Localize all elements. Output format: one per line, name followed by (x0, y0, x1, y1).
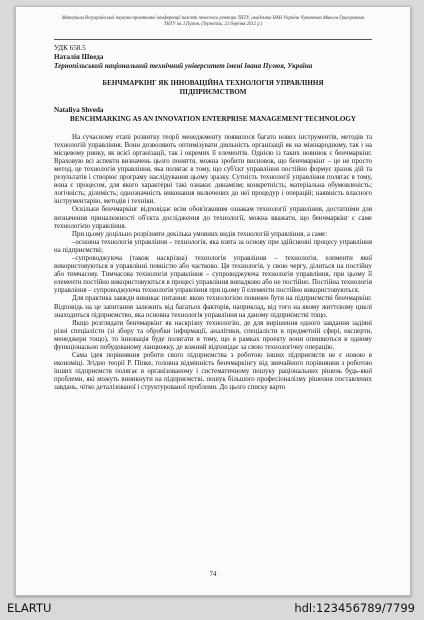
body-paragraph: Оскільки бенчмаркінг відповідає всім обов'язковим ознакам технології управління, достатніми для визначення приналежності об'єкта дослідження до технології, можна вважати, що бенчмаркінг є саме технологією управління. (54, 206, 372, 230)
article-content (54, 44, 372, 393)
viewer-footer (0, 596, 424, 620)
body-paragraph: Якщо розглядати бенчмаркінг як наскрізну технологію, де для вирішення одного завдання задіяні різні спеціалісти (зі збору та обробки інформації, аналітики, спеціалісти в предметній сфері, експерти, менеджери тощо), то інновація буде полягати в тому, що в рамках проекту вони опиняються в одному функціонально побудованому ланцюжку, де кожний відповідає за свою технологічну операцію. (54, 319, 372, 352)
udk-code: УДК 658.5 (54, 44, 86, 52)
repository-label: ELARTU (7, 601, 52, 615)
article-title-ua: БЕНЧМАРКІНГ ЯК ІННОВАЦІЙНА ТЕХНОЛОГІЯ УПРАВЛІННЯ ПІДПРИЄМСТВОМ (102, 79, 324, 97)
header-divider (54, 39, 372, 40)
author-name-en: Nataliya Shveda (54, 105, 104, 114)
handle-label: hdl:123456789/7799 (294, 601, 415, 615)
article-body (54, 134, 372, 393)
page-number: 74 (209, 570, 217, 578)
body-paragraph: Для практика завжди виникає питання: якою технологією повинен бути на підприємстві бенчмаркінг. Відповідь на це запитання залежить від багатьох факторів, наприклад, від того на якому життєвому циклі знаходиться підприємство, яка основна технологія управління на даному підприємстві тощо. (54, 295, 372, 319)
body-paragraph: –супроводжуюча (також наскрізна) технологія управління – технологія, елементи якої використовуються в управлінні повністю або частково. Ця технологія, у свою чергу, ділиться на постійну або тимчасову. Тимчасова технологія управління – супроводжуюча технологія управління, при цьому її елементи постійно використовуються в процесі управління випадково або не постійно. Постійна технологія управління – супроводжуюча технологія управління при цьому її елементи постійно використовуються. (54, 254, 372, 295)
author-name-ua: Наталія Шведа (54, 52, 104, 61)
author-affiliation: Тернопільський національний технічний університет імені Івана Пулюя, Україна (54, 61, 313, 70)
body-paragraph: На сучасному етапі розвитку теорії менеджменту появилося багато нових інструментів, методів та технологій управління. Вони дозволяють оптимізувати діяльність організації як на міжнародному, так і на місцевому ринку, як всієї організації, так і окремих її елементів. Однією із таких новинок є бенчмаркінг. Враховую всі аспекти визначень цього поняття, можна зробити висновок, що бенчмаркінг – це не просто метод, це технологія управління, яка полягає в тому, що суб'єкт управління постійно формує зразок дій та результатів і створює програму наслідування цьому зразку. Сутність технології управління полягає в тому, вона є процесом, для якого характерні такі ознаки: динамізм; конкретність; матеріальна обумовленість; логічність; ділимість; однозначність виконання включених до неї процедур і операцій; наявність власного інструментарію, методів і техніки. (54, 133, 372, 206)
running-header: Матеріали Всеукраїнської науково-практичної конференції пам'яті почесного ректора ТНТУ, академіка НАН України Чумаченка Миколи Григоровича ТНТУ ім. І.Пулюя, (Тернопіль, 21 березня 2012 р.) (61, 16, 365, 27)
article-title-en: BENCHMARKING AS AN INNOVATION ENTERPRISE MANAGEMENT TECHNOLOGY (69, 114, 357, 123)
body-paragraph: При цьому доцільно розрізняти декілька умовних видів технологій управління, а саме: (72, 230, 328, 238)
body-paragraph: –основна технологія управління – технологія, яка взята за основу при здійсненні процесу управління на підприємстві; (54, 238, 372, 254)
body-paragraph: Сама ідея порівняння роботи свого підприємства з роботою інших підприємств не є новою в економіці. Згідно теорії Р. Піпке, головна відмінність бенчмаркінгу від звичайного порівняння з роботою інших підприємств полягає в організованому і систематичному пошуку раціональних рішень будь-якої проблеми, які можуть виникнути на підприємстві, пошук більшого професіоналізму рішення поставлених завдань, чітко деталізованої і структурованої проблеми. До цього списку варто (54, 352, 372, 392)
document-page (15, 6, 411, 596)
